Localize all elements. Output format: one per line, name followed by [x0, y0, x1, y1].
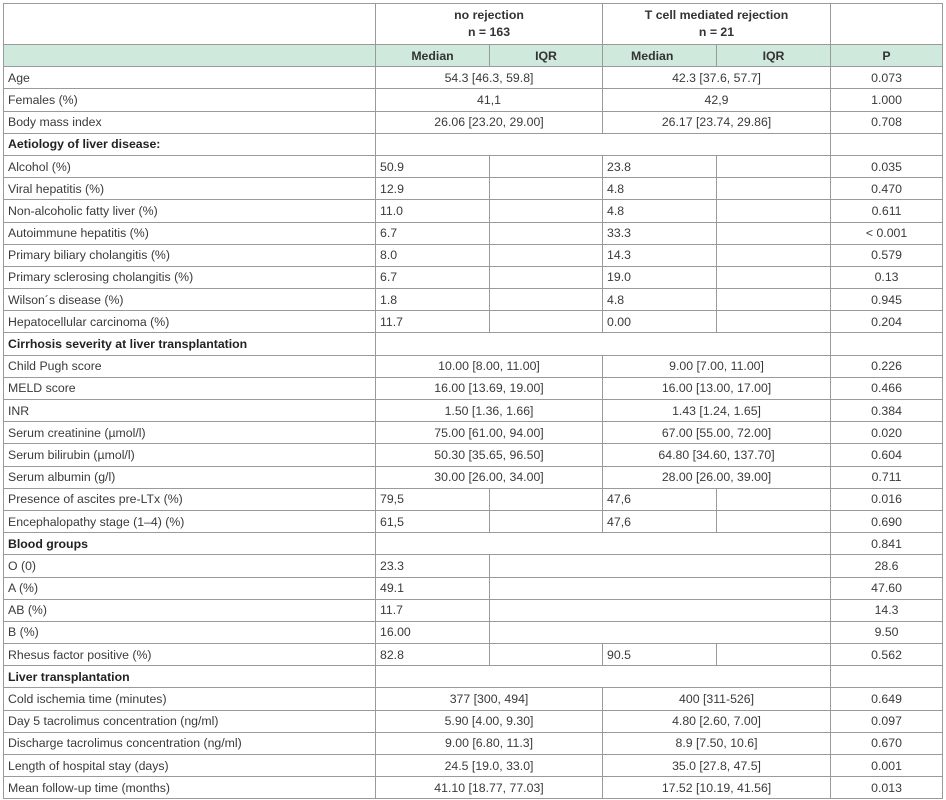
tcmr-median: 47,6: [603, 510, 717, 532]
empty-cell: [490, 621, 831, 643]
table-row: [4, 777, 943, 799]
tcmr-iqr: [717, 266, 831, 288]
row-label: Females (%): [4, 89, 376, 111]
tcmr-median-iqr: 42,9: [603, 89, 831, 111]
no-rejection-median-iqr: 41.10 [18.77, 77.03]: [376, 777, 603, 799]
p-value: 0.945: [831, 289, 943, 311]
row-label: Cold ischemia time (minutes): [4, 688, 376, 710]
row-label: Alcohol (%): [4, 155, 376, 177]
group1-name: no rejection: [454, 8, 524, 22]
p-value: 0.579: [831, 244, 943, 266]
header-empty-cell: [4, 4, 376, 45]
table-row: [4, 222, 943, 244]
no-rejection-median-iqr: 30.00 [26.00, 34.00]: [376, 466, 603, 488]
p-value: 0.562: [831, 644, 943, 666]
no-rejection-iqr: [490, 289, 603, 311]
row-label: Primary biliary cholangitis (%): [4, 244, 376, 266]
tcmr-median-iqr: 17.52 [10.19, 41.56]: [603, 777, 831, 799]
iqr-header-2: IQR: [717, 45, 831, 67]
tcmr-median-iqr: 8.9 [7.50, 10.6]: [603, 732, 831, 754]
results-table: [3, 3, 943, 799]
no-rejection-median-iqr: 50.30 [35.65, 96.50]: [376, 444, 603, 466]
tcmr-percent: 9.50: [831, 621, 943, 643]
table-row: [4, 444, 943, 466]
empty-cell: [490, 577, 831, 599]
row-label: Day 5 tacrolimus concentration (ng/ml): [4, 710, 376, 732]
tcmr-median-iqr: 4.80 [2.60, 7.00]: [603, 710, 831, 732]
row-label: INR: [4, 400, 376, 422]
p-value: [831, 133, 943, 155]
p-value: 0.670: [831, 732, 943, 754]
no-rejection-iqr: [490, 311, 603, 333]
tcmr-median: 14.3: [603, 244, 717, 266]
p-value: 1.000: [831, 89, 943, 111]
tcmr-iqr: [717, 155, 831, 177]
tcmr-iqr: [717, 200, 831, 222]
table-row: [4, 599, 943, 621]
p-value: 0.204: [831, 311, 943, 333]
tcmr-iqr: [717, 178, 831, 200]
row-label: Non-alcoholic fatty liver (%): [4, 200, 376, 222]
table-row: [4, 67, 943, 89]
tcmr-median-iqr: 28.00 [26.00, 39.00]: [603, 466, 831, 488]
p-value: < 0.001: [831, 222, 943, 244]
no-rejection-median-iqr: 26.06 [23.20, 29.00]: [376, 111, 603, 133]
p-value: 0.604: [831, 444, 943, 466]
tcmr-iqr: [717, 488, 831, 510]
no-rejection-iqr: [490, 222, 603, 244]
p-value: 0.649: [831, 688, 943, 710]
p-value: [831, 666, 943, 688]
no-rejection-median: 6.7: [376, 266, 490, 288]
table-row: [4, 400, 943, 422]
table-row: [4, 155, 943, 177]
tcmr-iqr: [717, 289, 831, 311]
no-rejection-median: 6.7: [376, 222, 490, 244]
no-rejection-median: 1.8: [376, 289, 490, 311]
table-row: [4, 422, 943, 444]
p-value: 0.226: [831, 355, 943, 377]
table-row: [4, 688, 943, 710]
median-header-1: Median: [376, 45, 490, 67]
section-row: [4, 133, 943, 155]
tcmr-median-iqr: 26.17 [23.74, 29.86]: [603, 111, 831, 133]
no-rejection-median-iqr: 16.00 [13.69, 19.00]: [376, 377, 603, 399]
tcmr-median-iqr: 35.0 [27.8, 47.5]: [603, 755, 831, 777]
header-empty-p-cell: [831, 4, 943, 45]
row-label: B (%): [4, 621, 376, 643]
tcmr-iqr: [717, 222, 831, 244]
empty-cell: [490, 555, 831, 577]
row-label: Mean follow-up time (months): [4, 777, 376, 799]
tcmr-iqr: [717, 510, 831, 532]
no-rejection-median: 79,5: [376, 488, 490, 510]
no-rejection-median: 11.7: [376, 599, 490, 621]
table-body: [4, 67, 943, 799]
row-label: AB (%): [4, 599, 376, 621]
column-header-row: [4, 45, 943, 67]
tcmr-median: 4.8: [603, 200, 717, 222]
p-header: P: [831, 45, 943, 67]
row-label: MELD score: [4, 377, 376, 399]
p-value: 0.097: [831, 710, 943, 732]
empty-cell: [376, 133, 831, 155]
p-value: 0.470: [831, 178, 943, 200]
group-header-no-rejection: [376, 4, 603, 45]
header-label-cell: [4, 45, 376, 67]
tcmr-median-iqr: 9.00 [7.00, 11.00]: [603, 355, 831, 377]
no-rejection-median: 49.1: [376, 577, 490, 599]
tcmr-median-iqr: 42.3 [37.6, 57.7]: [603, 67, 831, 89]
no-rejection-median: 61,5: [376, 510, 490, 532]
tcmr-iqr: [717, 311, 831, 333]
p-value: 0.711: [831, 466, 943, 488]
no-rejection-median: 16.00: [376, 621, 490, 643]
table-row: [4, 89, 943, 111]
table-row: [4, 311, 943, 333]
table-row: [4, 510, 943, 532]
no-rejection-median: 82.8: [376, 644, 490, 666]
section-row: [4, 666, 943, 688]
table-row: [4, 488, 943, 510]
tcmr-iqr: [717, 644, 831, 666]
p-value: 0.611: [831, 200, 943, 222]
group-header-tcmr: [603, 4, 831, 45]
no-rejection-median-iqr: 5.90 [4.00, 9.30]: [376, 710, 603, 732]
no-rejection-median: 11.0: [376, 200, 490, 222]
no-rejection-median-iqr: 1.50 [1.36, 1.66]: [376, 400, 603, 422]
no-rejection-median-iqr: 41,1: [376, 89, 603, 111]
tcmr-median: 90.5: [603, 644, 717, 666]
table-row: [4, 577, 943, 599]
section-title: Cirrhosis severity at liver transplantation: [4, 333, 376, 355]
row-label: O (0): [4, 555, 376, 577]
table-row: [4, 111, 943, 133]
no-rejection-iqr: [490, 244, 603, 266]
tcmr-percent: 14.3: [831, 599, 943, 621]
row-label: Wilson´s disease (%): [4, 289, 376, 311]
no-rejection-median-iqr: 24.5 [19.0, 33.0]: [376, 755, 603, 777]
row-label: Viral hepatitis (%): [4, 178, 376, 200]
table-row: [4, 555, 943, 577]
empty-cell: [376, 666, 831, 688]
p-value: 0.020: [831, 422, 943, 444]
row-label: Body mass index: [4, 111, 376, 133]
row-label: Rhesus factor positive (%): [4, 644, 376, 666]
row-label: Serum albumin (g/l): [4, 466, 376, 488]
p-value: 0.035: [831, 155, 943, 177]
tcmr-median: 23.8: [603, 155, 717, 177]
tcmr-median-iqr: 400 [311-526]: [603, 688, 831, 710]
group-header-row: [4, 4, 943, 45]
table-row: [4, 266, 943, 288]
group1-count: n = 163: [467, 25, 511, 39]
no-rejection-median: 11.7: [376, 311, 490, 333]
section-title: Blood groups: [4, 533, 376, 555]
table-row: [4, 200, 943, 222]
p-value: 0.013: [831, 777, 943, 799]
tcmr-median: 47,6: [603, 488, 717, 510]
no-rejection-median-iqr: 10.00 [8.00, 11.00]: [376, 355, 603, 377]
group2-count: n = 21: [698, 25, 735, 39]
tcmr-median: 4.8: [603, 178, 717, 200]
empty-cell: [490, 599, 831, 621]
table-row: [4, 755, 943, 777]
no-rejection-iqr: [490, 644, 603, 666]
tcmr-median: 0.00: [603, 311, 717, 333]
tcmr-median-iqr: 64.80 [34.60, 137.70]: [603, 444, 831, 466]
p-value: 0.384: [831, 400, 943, 422]
p-value: 0.466: [831, 377, 943, 399]
no-rejection-median: 23.3: [376, 555, 490, 577]
table-row: [4, 732, 943, 754]
p-value: 0.073: [831, 67, 943, 89]
no-rejection-iqr: [490, 266, 603, 288]
table-row: [4, 178, 943, 200]
p-value: 0.13: [831, 266, 943, 288]
row-label: Hepatocellular carcinoma (%): [4, 311, 376, 333]
tcmr-iqr: [717, 244, 831, 266]
section-title: Aetiology of liver disease:: [4, 133, 376, 155]
no-rejection-iqr: [490, 200, 603, 222]
row-label: Child Pugh score: [4, 355, 376, 377]
no-rejection-median-iqr: 9.00 [6.80, 11.3]: [376, 732, 603, 754]
no-rejection-iqr: [490, 155, 603, 177]
table-row: [4, 644, 943, 666]
no-rejection-median: 8.0: [376, 244, 490, 266]
table-row: [4, 710, 943, 732]
table-row: [4, 289, 943, 311]
no-rejection-iqr: [490, 178, 603, 200]
table-row: [4, 621, 943, 643]
row-label: Serum creatinine (µmol/l): [4, 422, 376, 444]
tcmr-median-iqr: 16.00 [13.00, 17.00]: [603, 377, 831, 399]
no-rejection-median: 12.9: [376, 178, 490, 200]
no-rejection-iqr: [490, 488, 603, 510]
p-value: 0.016: [831, 488, 943, 510]
median-header-2: Median: [603, 45, 717, 67]
tcmr-percent: 28.6: [831, 555, 943, 577]
section-title: Liver transplantation: [4, 666, 376, 688]
row-label: Serum bilirubin (µmol/l): [4, 444, 376, 466]
p-value: [831, 333, 943, 355]
row-label: Presence of ascites pre-LTx (%): [4, 488, 376, 510]
p-value: 0.708: [831, 111, 943, 133]
row-label: Autoimmune hepatitis (%): [4, 222, 376, 244]
table-row: [4, 466, 943, 488]
empty-cell: [376, 333, 831, 355]
row-label: Age: [4, 67, 376, 89]
group2-name: T cell mediated rejection: [644, 8, 789, 22]
p-value: 0.841: [831, 533, 943, 555]
tcmr-median-iqr: 67.00 [55.00, 72.00]: [603, 422, 831, 444]
tcmr-median: 4.8: [603, 289, 717, 311]
section-row: [4, 333, 943, 355]
row-label: Discharge tacrolimus concentration (ng/ml): [4, 732, 376, 754]
p-value: 0.690: [831, 510, 943, 532]
tcmr-median: 33.3: [603, 222, 717, 244]
tcmr-median-iqr: 1.43 [1.24, 1.65]: [603, 400, 831, 422]
row-label: A (%): [4, 577, 376, 599]
no-rejection-median-iqr: 377 [300, 494]: [376, 688, 603, 710]
row-label: Encephalopathy stage (1–4) (%): [4, 510, 376, 532]
no-rejection-median-iqr: 54.3 [46.3, 59.8]: [376, 67, 603, 89]
row-label: Primary sclerosing cholangitis (%): [4, 266, 376, 288]
table-row: [4, 377, 943, 399]
tcmr-percent: 47.60: [831, 577, 943, 599]
tcmr-median: 19.0: [603, 266, 717, 288]
table-row: [4, 355, 943, 377]
section-row: [4, 533, 943, 555]
p-value: 0.001: [831, 755, 943, 777]
table-row: [4, 244, 943, 266]
no-rejection-median: 50.9: [376, 155, 490, 177]
iqr-header-1: IQR: [490, 45, 603, 67]
row-label: Length of hospital stay (days): [4, 755, 376, 777]
no-rejection-iqr: [490, 510, 603, 532]
empty-cell: [376, 533, 831, 555]
no-rejection-median-iqr: 75.00 [61.00, 94.00]: [376, 422, 603, 444]
